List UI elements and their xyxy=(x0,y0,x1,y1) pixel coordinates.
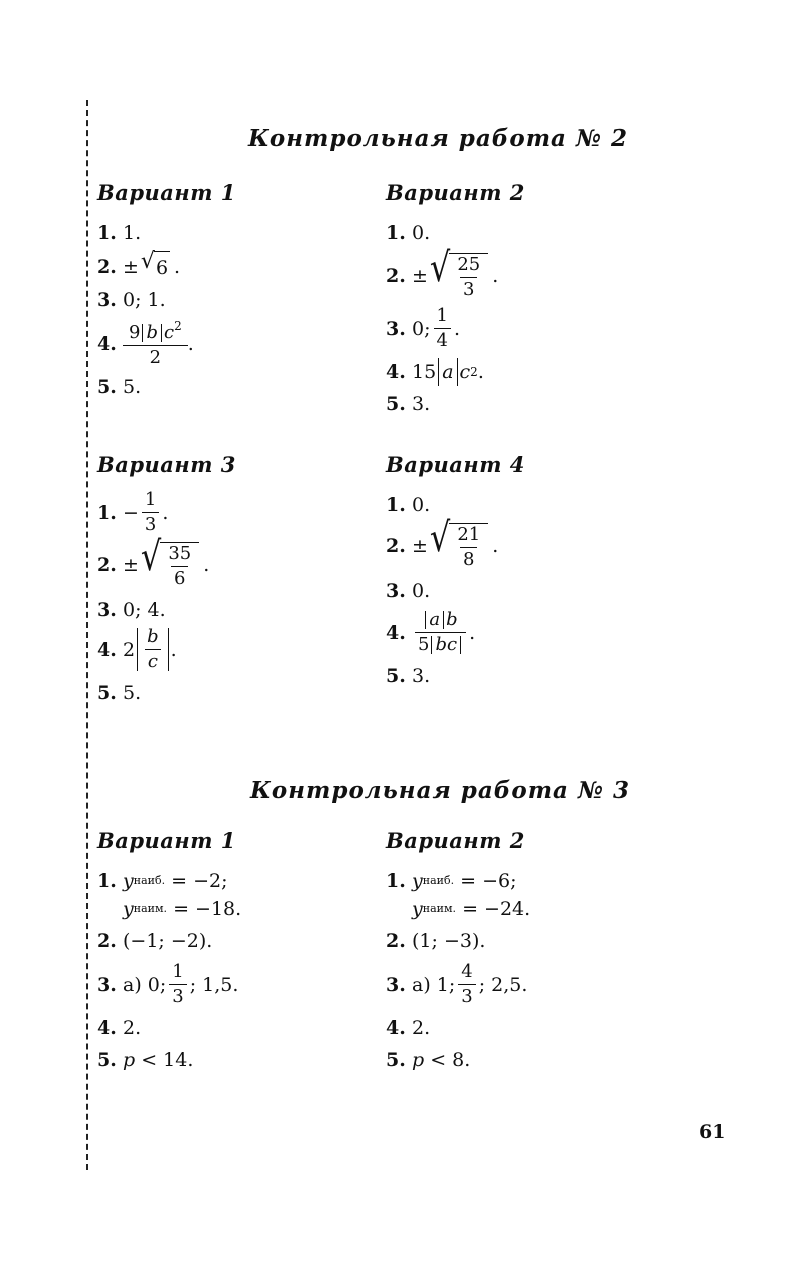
answer-5: 5. p < 8. xyxy=(386,1049,471,1071)
page-number: 61 xyxy=(699,1121,726,1143)
answer-4: 4. 2. xyxy=(386,1017,431,1039)
kr2-variant-4 xyxy=(386,452,676,694)
answer-1: 1. 1. xyxy=(97,222,142,244)
kr2-variant-1 xyxy=(97,180,387,405)
variant-title: Вариант 1 xyxy=(97,180,236,205)
answer-2: 2. ± √ 6 . xyxy=(97,251,387,282)
answer-3: 3. 0; 4. xyxy=(97,599,166,621)
variant-title: Вариант 2 xyxy=(386,828,525,853)
answer-2: 2. ± √ $\frac{21}{8}$ . xyxy=(386,513,499,570)
answer-1-min: y наим. = −24. xyxy=(412,898,531,920)
answer-2: 2. (1; −3). xyxy=(386,930,486,952)
answer-2: 2. ± √ $\frac{35}{6}$ . xyxy=(97,532,210,589)
answer-2: 2. ± √ $\frac{25}{3}$ . xyxy=(386,243,499,300)
variant-title: Вариант 2 xyxy=(386,180,525,205)
answer-3: 3. а) 1; $\frac{4}{3}$ ; 2,5. xyxy=(386,961,528,1007)
kr3-variant-2 xyxy=(386,828,676,1078)
answer-1: 1. y наиб. = −6; xyxy=(386,870,517,892)
kr2-variant-2 xyxy=(386,180,676,422)
fraction: a b 5 bc xyxy=(415,611,466,654)
answer-4: 4. a b 5 bc . xyxy=(386,609,476,655)
section-title-kr3: Контрольная работа № 3 xyxy=(250,777,630,804)
answer-1-min: y наим. = −18. xyxy=(123,898,242,920)
answer-4: 4. 2. xyxy=(97,1017,142,1039)
answer-1: 1. 0. xyxy=(386,494,431,516)
answer-1: 1. − $\frac{1}{3}$ . xyxy=(97,489,169,535)
answer-5: 5. 5. xyxy=(97,376,142,398)
answer-1: 1. y наиб. = −2; xyxy=(97,870,228,892)
sqrt-symbol: √ $\frac{35}{6}$ xyxy=(141,542,199,588)
answer-5: 5. 5. xyxy=(97,682,142,704)
section-title-kr2: Контрольная работа № 2 xyxy=(248,125,628,152)
kr2-variant-3 xyxy=(97,452,387,711)
answer-3: 3. а) 0; $\frac{1}{3}$ ; 1,5. xyxy=(97,961,239,1007)
cut-line xyxy=(86,100,88,1170)
variant-title: Вариант 3 xyxy=(97,452,236,477)
sqrt-symbol: √ $\frac{21}{8}$ xyxy=(430,523,488,569)
answer-5: 5. p < 14. xyxy=(97,1049,194,1071)
answer-1: 1. 0. xyxy=(386,222,431,244)
answer-3: 3. 0; 1. xyxy=(97,289,166,311)
fraction: 9 b $c^2$ 2 xyxy=(126,320,185,367)
answer-4: 4. 9 b $c^2$ 2 . xyxy=(97,319,194,368)
kr3-variant-1 xyxy=(97,828,387,1078)
answer-2: 2. (−1; −2). xyxy=(97,930,213,952)
variant-title: Вариант 4 xyxy=(386,452,525,477)
answer-4: 4. 2 $\frac{b}{c}$ . xyxy=(97,626,177,672)
sqrt-symbol: √ 6 xyxy=(141,251,170,282)
answer-4: 4. 15 a c 2 . xyxy=(386,358,676,386)
answer-5: 5. 3. xyxy=(386,665,431,687)
answer-3: 3. 0. xyxy=(386,580,431,602)
sqrt-symbol: √ $\frac{25}{3}$ xyxy=(430,253,488,299)
variant-title: Вариант 1 xyxy=(97,828,236,853)
answer-3: 3. 0; $\frac{1}{4}$ . xyxy=(386,305,460,351)
answer-5: 5. 3. xyxy=(386,393,431,415)
